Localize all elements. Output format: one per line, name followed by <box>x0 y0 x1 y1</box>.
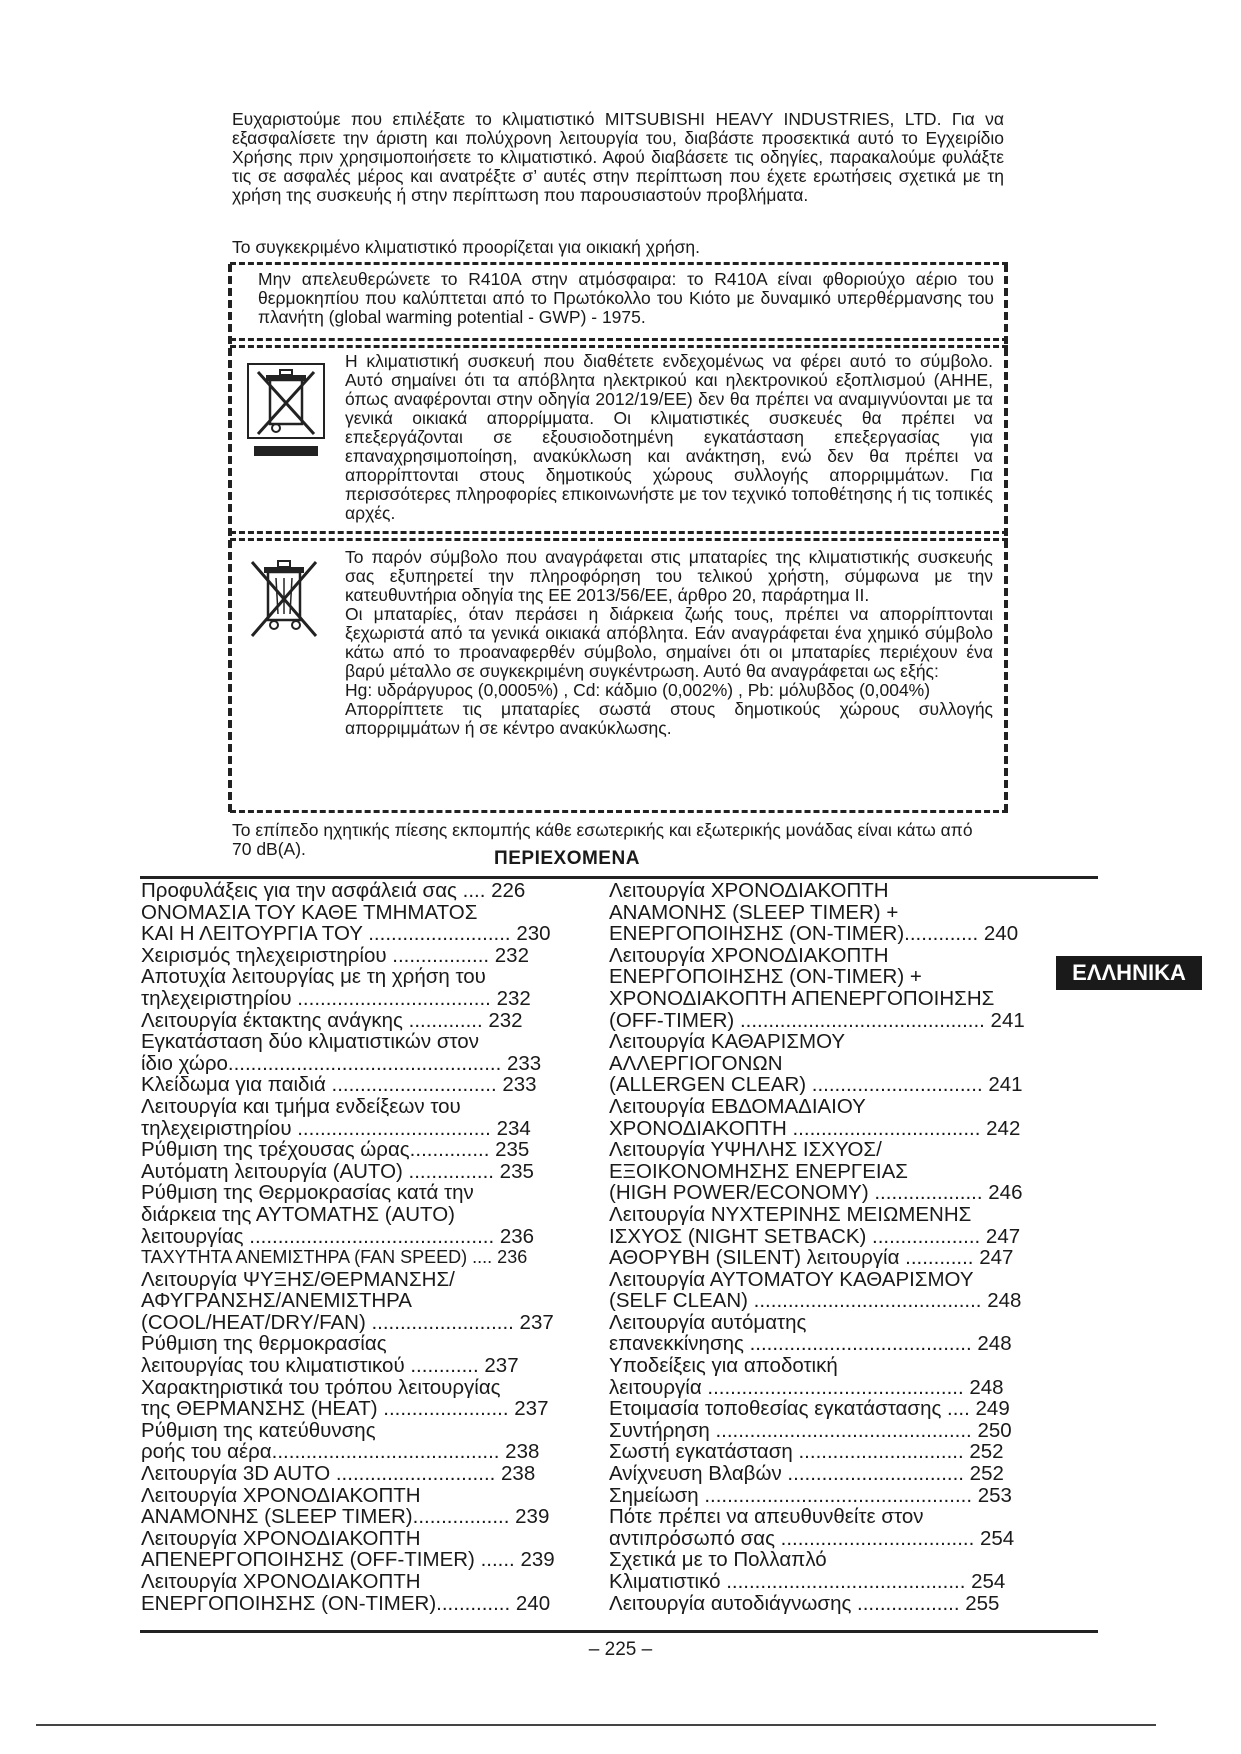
toc-entry[interactable]: ΧΡΟΝΟΔΙΑΚΟΠΤΗ ................................. 242 <box>609 1116 1021 1140</box>
toc-entry[interactable]: Σχετικά με το Πολλαπλό <box>609 1548 827 1572</box>
toc-entry[interactable]: ΚΑΙ Η ΛΕΙΤΟΥΡΓΙΑ ΤΟΥ ......................... 230 <box>141 922 551 946</box>
toc-entry[interactable]: Λειτουργία ΧΡΟΝΟΔΙΑΚΟΠΤΗ <box>141 1526 421 1550</box>
box-separator-2 <box>230 531 1008 534</box>
toc-entry[interactable]: (SELF CLEAN) ........................................ 248 <box>609 1289 1022 1313</box>
toc-entry[interactable]: ΑΘΟΡΥΒΗ (SILENT) λειτουργία ............ 247 <box>609 1246 1014 1270</box>
toc-entry[interactable]: Λειτουργία ΧΡΟΝΟΔΙΑΚΟΠΤΗ <box>609 879 889 902</box>
intro-paragraph: Ευχαριστούμε που επιλέξατε το κλιματιστικό MITSUBISHI HEAVY INDUSTRIES, LTD. Για να εξασφαλίσετε την άριστη και πολύχρονη λειτουργία του, διαβάστε προσεκτικά αυτό το Εγχειρίδιο Χρήσης πριν χρησιμοποιήσετε το κλιματιστικό. Αφού διαβάσετε τις οδηγίες, παρακαλούμε φυλάξτε τις σε ασφαλές μέρος και ανατρέξτε σ’ αυτές στην περίπτωση που έχετε ερωτήσεις σχετικά με τη χρήση της συσκευής ή στην περίπτωση που παρουσιαστούν προβλήματα. <box>232 109 1004 205</box>
toc-entry[interactable]: λειτουργίας ........................................... 236 <box>141 1224 535 1248</box>
toc-entry[interactable]: Αποτυχία λειτουργίας με τη χρήση του <box>141 965 486 989</box>
toc-entry[interactable]: ροής του αέρα........................................ 238 <box>141 1440 540 1464</box>
toc-entry[interactable]: Σωστή εγκατάσταση ............................. 252 <box>609 1440 1004 1464</box>
toc-entry[interactable]: λειτουργίας του κλιματιστικού ............ 237 <box>141 1354 519 1378</box>
toc-entry[interactable]: Συντήρηση ............................................. 250 <box>609 1418 1012 1442</box>
toc-entry[interactable]: Λειτουργία έκτακτης ανάγκης ............. 232 <box>141 1008 523 1032</box>
toc-entry[interactable]: Λειτουργία ΝΥΧΤΕΡΙΝΗΣ ΜΕΙΩΜΕΝΗΣ <box>609 1202 972 1226</box>
language-badge: ΕΛΛΗΝΙΚΑ <box>1056 956 1202 990</box>
toc-entry[interactable]: ΟΝΟΜΑΣΙΑ ΤΟΥ ΚΑΘΕ ΤΜΗΜΑΤΟΣ <box>141 900 478 924</box>
toc-entry[interactable]: Σημείωση ............................................... 253 <box>609 1483 1012 1507</box>
toc-entry[interactable]: τηλεχειριστηρίου .................................. 232 <box>141 986 531 1010</box>
toc-entry[interactable]: Ρύθμιση της Θερμοκρασίας κατά την <box>141 1181 474 1205</box>
box-separator-1b <box>230 345 1008 348</box>
toc-entry[interactable]: (OFF-TIMER) ........................................... 241 <box>609 1008 1025 1032</box>
toc-entry[interactable]: τηλεχειριστηρίου .................................. 234 <box>141 1116 531 1140</box>
toc-right-column <box>609 880 1069 1614</box>
r410a-notice: Μην απελευθερώνετε το R410A στην ατμόσφαιρα: το R410A είναι φθοριούχο αέριο του θερμοκηπίου που καλύπτεται από το Πρωτόκολλο του Κιότο με δυναμικό υπερθέρμανσης του πλανήτη (global warming potential - GWP) - 1975. <box>258 269 994 327</box>
toc-entry[interactable]: Κλιματιστικό .......................................... 254 <box>609 1570 1006 1593</box>
toc-entry[interactable]: ΙΣΧΥΟΣ (NIGHT SETBACK) ................... 247 <box>609 1224 1021 1248</box>
toc-entry[interactable]: Ρύθμιση της θερμοκρασίας <box>141 1332 387 1356</box>
toc-entry[interactable]: Λειτουργία ΥΨΗΛΗΣ ΙΣΧΥΟΣ/ <box>609 1138 882 1162</box>
toc-entry[interactable]: Λειτουργία αυτόματης <box>609 1310 807 1334</box>
toc-entry[interactable]: Πότε πρέπει να απευθυνθείτε στον <box>609 1505 924 1529</box>
battery-notice-p4: Απορρίπτετε τις μπαταρίες σωστά στους δημοτικούς χώρους συλλογής απορριμμάτων ή σε κέντρο ανακύκλωσης. <box>345 699 993 738</box>
page-number: – 225 – <box>588 1639 653 1660</box>
toc-entry[interactable]: λειτουργία ............................................. 248 <box>609 1375 1004 1399</box>
scan-edge-line <box>36 1724 1156 1726</box>
toc-entry[interactable]: Λειτουργία ΚΑΘΑΡΙΣΜΟΥ <box>609 1030 846 1054</box>
toc-entry[interactable]: Ρύθμιση της τρέχουσας ώρας.............. 235 <box>141 1138 530 1162</box>
toc-entry[interactable]: διάρκεια της ΑΥΤΟΜΑΤΗΣ (AUTO) <box>141 1202 455 1226</box>
toc-entry[interactable]: Λειτουργία ΧΡΟΝΟΔΙΑΚΟΠΤΗ <box>609 943 889 967</box>
toc-left-column <box>141 880 581 1614</box>
toc-entry[interactable]: Λειτουργία ΧΡΟΝΟΔΙΑΚΟΠΤΗ <box>141 1483 421 1507</box>
toc-entry[interactable]: Υποδείξεις για αποδοτική <box>609 1354 838 1378</box>
toc-entry[interactable]: Ρύθμιση της κατεύθυνσης <box>141 1418 376 1442</box>
box-right-border <box>1004 264 1008 812</box>
toc-entry[interactable]: Λειτουργία αυτοδιάγνωσης .................. 255 <box>609 1591 1000 1615</box>
toc-entry[interactable]: Λειτουργία ΧΡΟΝΟΔΙΑΚΟΠΤΗ <box>141 1570 421 1593</box>
toc-entry[interactable]: της ΘΕΡΜΑΝΣΗΣ (HEAT) ...................... 237 <box>141 1397 549 1421</box>
battery-notice-p2: Οι μπαταρίες, όταν περάσει η διάρκεια ζωής τους, πρέπει να απορρίπτονται ξεχωριστά από τα γενικά οικιακά απόβλητα. Εάν αναγράφεται ένα χημικό σύμβολο κάτω από το προαναφερθέν σύμβολο, σημαίνει ότι οι μπαταρίες περιέχουν ένα βαρύ μέταλλο σε συγκεκριμένη συγκέντρωση. Αυτό θα αναγράφεται ως εξής: <box>345 604 993 681</box>
toc-entry[interactable]: (HIGH POWER/ECONOMY) ................... 246 <box>609 1181 1023 1205</box>
toc-entry[interactable]: Αυτόματη λειτουργία (AUTO) ............... 235 <box>141 1159 534 1183</box>
toc-entry[interactable]: (ALLERGEN CLEAR) .............................. 241 <box>609 1073 1023 1097</box>
toc-entry[interactable]: Εγκατάσταση δύο κλιματιστικών στον <box>141 1030 479 1054</box>
toc-entry[interactable]: Λειτουργία ΑΥΤΟΜΑΤΟΥ ΚΑΘΑΡΙΣΜΟΥ <box>609 1267 974 1291</box>
noise-level-note: Το επίπεδο ηχητικής πίεσης εκπομπής κάθε εσωτερικής και εξωτερικής μονάδας είναι κάτω από 70 dB(A). <box>232 820 973 859</box>
toc-entry[interactable]: ΕΞΟΙΚΟΝΟΜΗΣΗΣ ΕΝΕΡΓΕΙΑΣ <box>609 1159 908 1183</box>
toc-entry[interactable]: Χαρακτηριστικά του τρόπου λειτουργίας <box>141 1375 501 1399</box>
battery-bin-icon <box>246 556 322 644</box>
household-use-note: Το συγκεκριμένο κλιματιστικό προορίζεται για οικιακή χρήση. <box>232 237 700 257</box>
toc-entry[interactable]: ΕΝΕΡΓΟΠΟΙΗΣΗΣ (ON-TIMER)............. 240 <box>141 1591 551 1615</box>
toc-entry[interactable]: ΕΝΕΡΓΟΠΟΙΗΣΗΣ (ON-TIMER) + <box>609 965 922 989</box>
box-top-border <box>230 262 1008 265</box>
toc-entry[interactable]: επανεκκίνησης ....................................... 248 <box>609 1332 1012 1356</box>
box-left-border <box>228 264 232 812</box>
toc-entry[interactable]: ΑΝΑΜΟΝΗΣ (SLEEP TIMER) + <box>609 900 899 924</box>
toc-entry[interactable]: ΑΝΑΜΟΝΗΣ (SLEEP TIMER)................. 239 <box>141 1505 550 1529</box>
toc-entry[interactable]: Προφυλάξεις για την ασφάλειά σας .... 226 <box>141 879 526 902</box>
battery-notice-p1: Το παρόν σύμβολο που αναγράφεται στις μπαταρίες της κλιματιστικής συσκευής σας εξυπηρετεί την πληροφόρηση του τελικού χρήστη, σύμφωνα με την κατευθυντήρια οδηγία της ΕΕ 2013/56/ΕΕ, άρθρο 20, παράρτημα II. <box>345 547 993 605</box>
toc-entry[interactable]: Κλείδωμα για παιδιά ............................. 233 <box>141 1073 537 1097</box>
toc-entry[interactable]: Λειτουργία ΕΒΔΟΜΑΔΙΑΙΟΥ <box>609 1094 866 1118</box>
box-separator-1 <box>230 338 1008 341</box>
toc-entry[interactable]: ΑΛΛΕΡΓΙΟΓΟΝΩΝ <box>609 1051 783 1075</box>
toc-entry[interactable]: Λειτουργία 3D AUTO ............................ 238 <box>141 1462 536 1486</box>
toc-entry[interactable]: ΕΝΕΡΓΟΠΟΙΗΣΗΣ (ON-TIMER)............. 240 <box>609 922 1019 946</box>
toc-entry[interactable]: ΤΑΧΥΤΗΤΑ ΑΝΕΜΙΣΤΗΡΑ (FAN SPEED) .... 236 <box>141 1247 528 1268</box>
toc-entry[interactable]: ίδιο χώρο................................................ 233 <box>141 1051 542 1075</box>
toc-entry[interactable]: Χειρισμός τηλεχειριστηρίου ................. 232 <box>141 943 529 967</box>
toc-entry[interactable]: (COOL/HEAT/DRY/FAN) ......................... 237 <box>141 1310 554 1334</box>
contents-bottom-rule <box>140 1630 1098 1633</box>
toc-entry[interactable]: ΑΦΥΓΡΑΝΣΗΣ/ΑΝΕΜΙΣΤΗΡΑ <box>141 1289 412 1313</box>
weee-bin-icon <box>244 362 328 462</box>
toc-entry[interactable]: Ετοιμασία τοποθεσίας εγκατάστασης .... 249 <box>609 1397 1010 1421</box>
toc-entry[interactable]: αντιπρόσωπό σας .................................. 254 <box>609 1526 1015 1550</box>
contents-title: ΠΕΡΙΕΧΟΜΕΝΑ <box>494 848 640 869</box>
toc-entry[interactable]: ΑΠΕΝΕΡΓΟΠΟΙΗΣΗΣ (OFF-TIMER) ...... 239 <box>141 1548 555 1572</box>
toc-entry[interactable]: Λειτουργία και τμήμα ενδείξεων του <box>141 1094 461 1118</box>
toc-entry[interactable]: Λειτουργία ΨΥΞΗΣ/ΘΕΡΜΑΝΣΗΣ/ <box>141 1267 455 1291</box>
box-separator-2b <box>230 538 1008 541</box>
weee-notice: Η κλιματιστική συσκευή που διαθέτετε ενδεχομένως να φέρει αυτό το σύμβολο. Αυτό σημαίνει ότι τα απόβλητα ηλεκτρικού και ηλεκτρονικού εξοπλισμού (ΑΗΗΕ, όπως αναφέρονται στην οδηγία 2012/19/ΕΕ) δεν θα πρέπει να αναμιγνύονται με τα γενικά οικιακά απορρίμματα. Οι κλιματιστικές συσκευές θα πρέπει να επεξεργάζονται σε εξουσιοδοτημένη εγκατάσταση επεξεργασίας για επαναχρησιμοποίηση, ανακύκλωση και ανάκτηση, ενώ δεν θα πρέπει να απορρίπτονται στους δημοτικούς χώρους συλλογής απορριμμάτων. Για περισσότερες πληροφορίες επικοινωνήστε με τον τεχνικό τοποθέτησης ή τις τοπικές αρχές. <box>345 351 993 523</box>
toc-entry[interactable]: Ανίχνευση Βλαβών ............................... 252 <box>609 1462 1004 1486</box>
box-bottom-border <box>230 810 1008 813</box>
battery-notice-p3: Hg: υδράργυρος (0,0005%) , Cd: κάδμιο (0,002%) , Pb: μόλυβδος (0,004%) <box>345 680 931 700</box>
battery-notice <box>345 548 993 738</box>
toc-entry[interactable]: ΧΡΟΝΟΔΙΑΚΟΠΤΗ ΑΠΕΝΕΡΓΟΠΟΙΗΣΗΣ <box>609 986 995 1010</box>
